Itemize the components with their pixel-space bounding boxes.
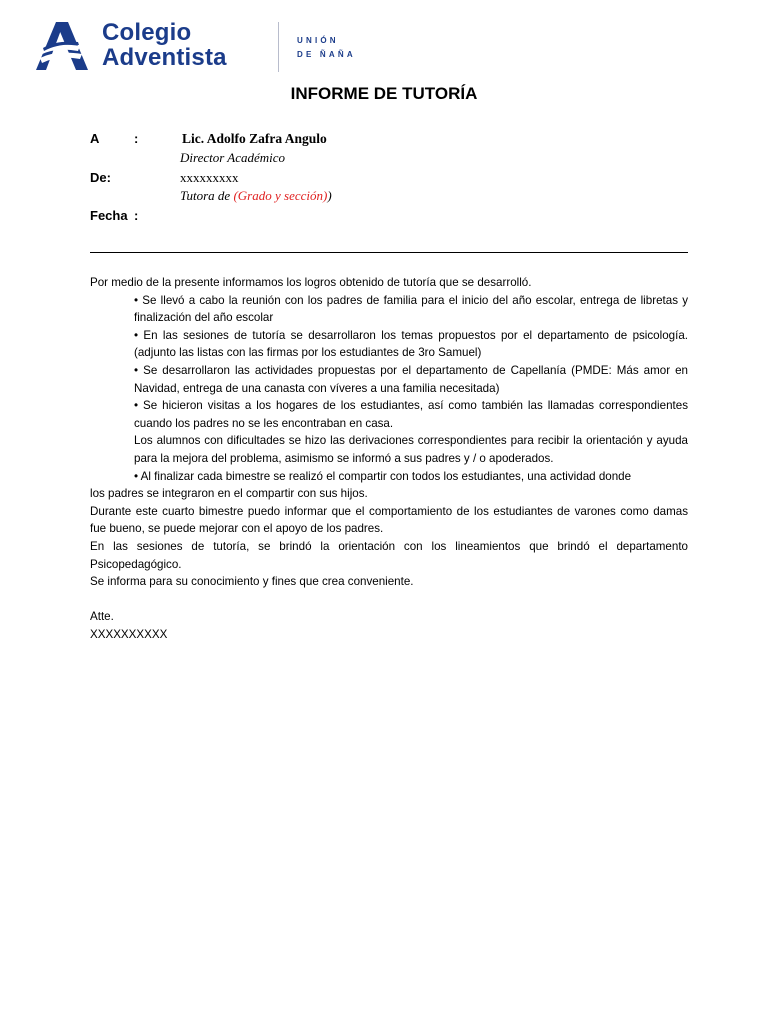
bullet-tutoring-sessions: • En las sesiones de tutoría se desarrollaron los temas propuestos por el departamento de psicología. (adjunto las listas con las firmas por los estudiantes de 3ro Samuel) (134, 328, 688, 360)
school-name-line2: Adventista (102, 44, 227, 71)
behavior-paragraph: Durante este cuarto bimestre puedo informar que el comportamiento de los estudiantes de varones como damas fue bueno, se puede mejorar con el apoyo de los padres. (90, 504, 688, 536)
to-colon: : (134, 131, 139, 146)
intro-paragraph: Por medio de la presente informamos los logros obtenido de tutoría que se desarrolló. (90, 276, 532, 289)
recipient-role: Director Académico (180, 150, 286, 165)
sender-role-suffix: ) (327, 188, 332, 203)
closing-paragraph: Se informa para su conocimiento y fines que crea conveniente. (90, 575, 414, 589)
bullet-parents-meeting: • Se llevó a cabo la reunión con los padres de familia para el inicio del año escolar, entrega de libretas y finalización del año escolar (134, 293, 688, 325)
bullet-home-visits: • Se hicieron visitas a los hogares de los estudiantes, así como también las llamadas correspondientes cuando los padres no se les encontraban en casa. (134, 399, 688, 430)
logo-divider (278, 22, 279, 72)
recipient-name: Lic. Adolfo Zafra Angulo (182, 131, 327, 146)
grade-section-placeholder: (Grado y sección) (233, 188, 328, 203)
document-title: INFORME DE TUTORÍA (290, 84, 478, 103)
sessions-paragraph: En las sesiones de tutoría, se brindó la orientación con los lineamientos que brindó el departamento Psicopedagógico. (90, 539, 688, 571)
bullet-sharing-part1: • Al finalizar cada bimestre se realizó el compartir con todos los estudiantes, una actividad donde (134, 469, 632, 483)
adventist-logo-icon (34, 20, 90, 72)
difficulties-paragraph: Los alumnos con dificultades se hizo las derivaciones correspondientes para recibir la orientación y ayuda para la mejora del problema, asimismo se informó a sus padres y / o apoderados. (134, 434, 688, 465)
sender-name: xxxxxxxxx (180, 170, 239, 185)
union-name (297, 34, 356, 62)
bullet-chaplaincy: • Se desarrollaron las actividades propuestas por el departamento de Capellanía (PMDE: Más amor en Navidad, entrega de una canasta con víveres a una familia necesitada) (134, 363, 688, 395)
from-label: De: (90, 170, 111, 185)
sign-off: Atte. (90, 610, 114, 624)
to-label: A (90, 131, 100, 146)
sender-role-prefix: Tutora de (180, 188, 231, 203)
union-line2: DE ÑAÑA (297, 50, 356, 59)
signature: XXXXXXXXXX (90, 627, 168, 641)
date-label: Fecha (90, 208, 128, 223)
bullet-sharing-part2: los padres se integraron en el compartir con sus hijos. (90, 487, 368, 501)
date-colon: : (134, 208, 139, 223)
school-name (102, 20, 227, 70)
union-line1: UNIÓN (297, 36, 339, 45)
header-divider (90, 252, 688, 253)
school-name-line1: Colegio (102, 19, 192, 46)
header-logo (34, 14, 374, 78)
report-body (90, 274, 688, 643)
sender-role (180, 187, 332, 205)
